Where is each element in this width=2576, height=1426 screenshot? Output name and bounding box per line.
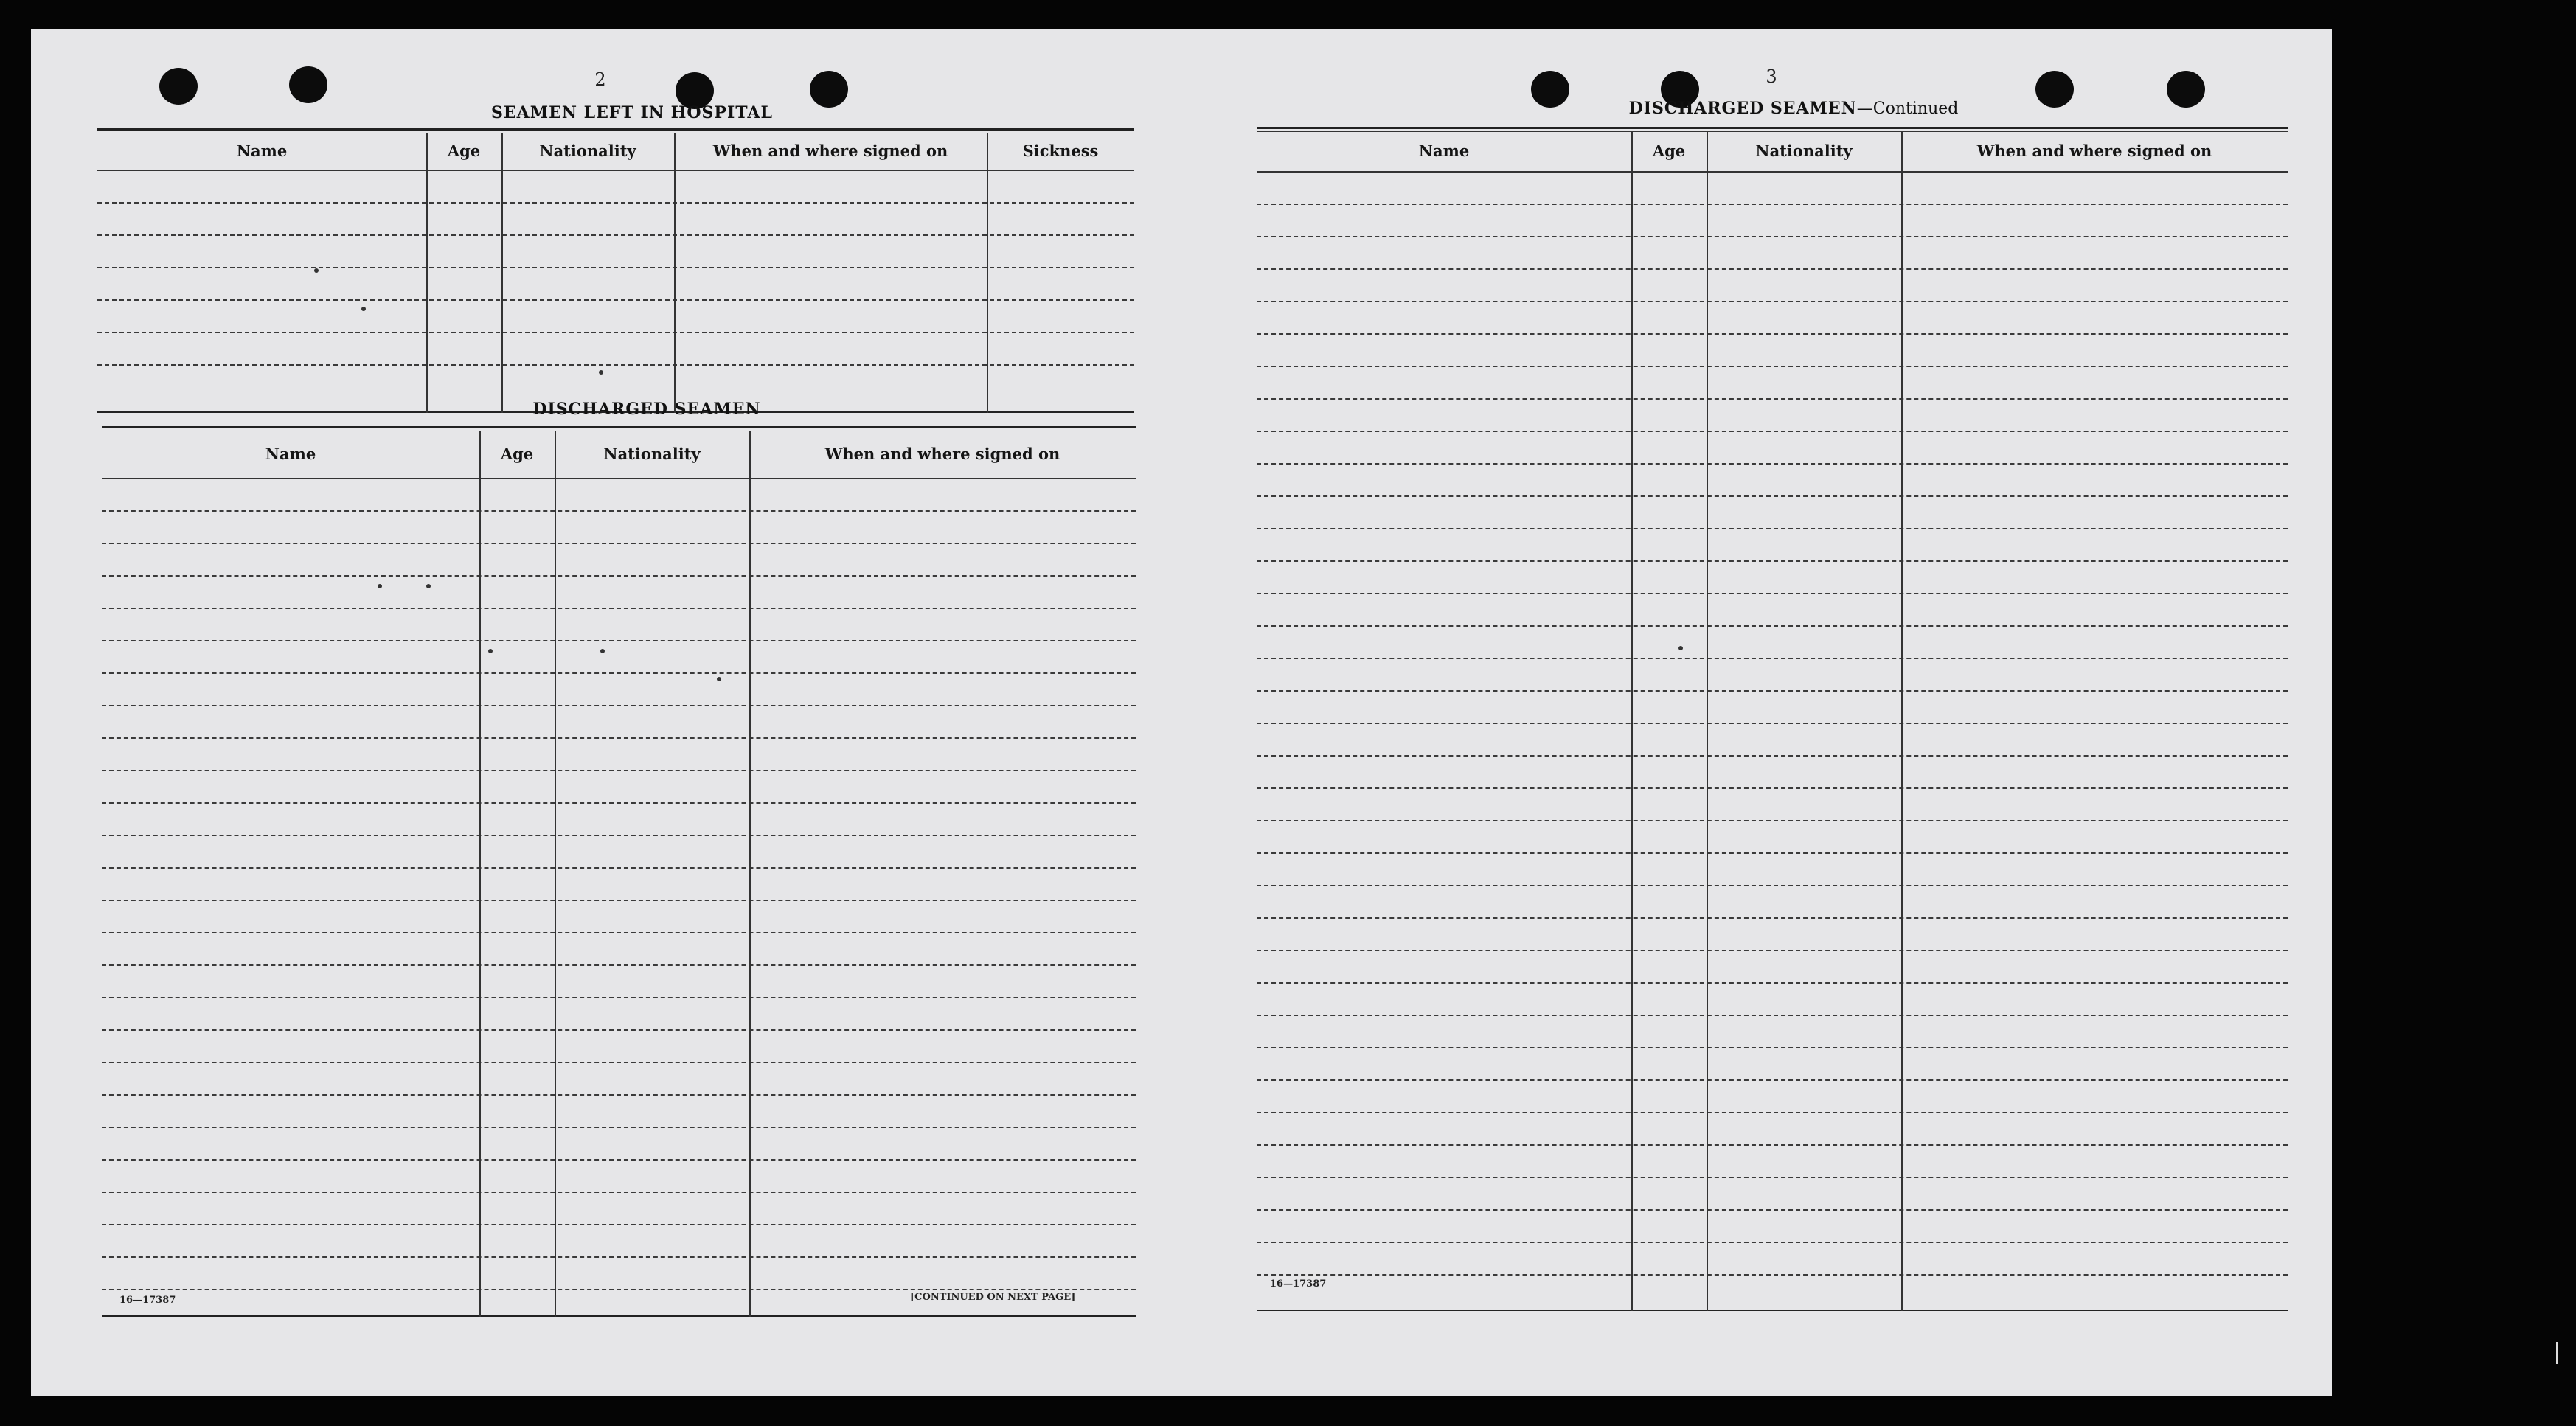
table-row-line <box>97 267 1134 268</box>
ink-speck <box>717 677 721 681</box>
punch-hole <box>289 66 327 103</box>
document-sheet <box>31 29 2332 1396</box>
table-top-rule <box>97 128 1134 131</box>
column-header: Name <box>265 445 316 463</box>
column-header: Nationality <box>603 445 701 463</box>
table-row-line <box>102 510 1136 512</box>
table-row-line <box>1257 1144 2288 1146</box>
table-row-line <box>102 1192 1136 1193</box>
column-header: Sickness <box>1022 142 1099 160</box>
table-row-line <box>1257 495 2288 497</box>
header-underline <box>102 478 1136 479</box>
continued-note: [CONTINUED ON NEXT PAGE] <box>910 1292 1076 1303</box>
ink-speck <box>488 649 493 653</box>
table-row-line <box>97 234 1134 236</box>
table-row-line <box>1257 366 2288 367</box>
table-row-line <box>1257 593 2288 594</box>
table-row-line <box>1257 723 2288 724</box>
table-row-line <box>97 202 1134 204</box>
table-row-line <box>102 835 1136 836</box>
table-row-line <box>102 932 1136 933</box>
table-top-rule <box>102 426 1136 428</box>
table-bottom-rule <box>1257 1310 2288 1311</box>
column-divider <box>1631 131 1633 1311</box>
column-divider <box>1707 131 1708 1311</box>
table-row-line <box>1257 755 2288 757</box>
ink-speck <box>378 584 382 588</box>
table-row-line <box>102 1094 1136 1096</box>
punch-hole <box>2167 71 2205 108</box>
table-row-line <box>1257 1209 2288 1211</box>
table-row-line <box>102 543 1136 544</box>
table-row-line <box>1257 658 2288 659</box>
table-row-line <box>97 332 1134 333</box>
column-header: When and where signed on <box>712 142 948 160</box>
form-number: 16—17387 <box>119 1295 176 1306</box>
table-row-line <box>1257 463 2288 465</box>
table-row-line <box>102 802 1136 804</box>
page-number: 3 <box>1766 66 1777 87</box>
discharged-table <box>102 426 1136 1317</box>
column-divider <box>1901 131 1903 1311</box>
table-row-line <box>1257 885 2288 886</box>
table-top-rule-inner <box>1257 131 2288 132</box>
table-row-line <box>1257 236 2288 237</box>
table-row-line <box>1257 982 2288 984</box>
table-row-line <box>102 737 1136 739</box>
form-number: 16—17387 <box>1270 1279 1327 1290</box>
ink-speck <box>600 649 605 653</box>
table-row-line <box>1257 690 2288 692</box>
table-row-line <box>1257 625 2288 627</box>
table-row-line <box>102 672 1136 674</box>
table-row-line <box>102 867 1136 869</box>
table-row-line <box>102 575 1136 577</box>
table-row-line <box>1257 528 2288 529</box>
table-row-line <box>1257 268 2288 270</box>
ink-speck <box>1678 646 1683 650</box>
page-number: 2 <box>594 69 606 90</box>
table-row-line <box>1257 917 2288 919</box>
table-row-line <box>102 1029 1136 1031</box>
table-row-line <box>102 1224 1136 1225</box>
table-row-line <box>102 770 1136 771</box>
column-divider <box>749 431 751 1317</box>
header-underline <box>97 170 1134 171</box>
header-underline <box>1257 171 2288 173</box>
column-divider <box>555 431 556 1317</box>
punch-hole <box>2035 71 2074 108</box>
discharged-continued-table <box>1257 127 2288 1311</box>
column-divider <box>479 431 481 1317</box>
column-header: Age <box>500 445 534 463</box>
column-header: Name <box>236 142 288 160</box>
table-top-rule <box>1257 127 2288 129</box>
table-row-line <box>1257 1015 2288 1016</box>
table-row-line <box>1257 820 2288 821</box>
table-row-line <box>1257 398 2288 400</box>
ink-speck <box>426 584 431 588</box>
section-title-discharged: DISCHARGED SEAMEN <box>532 400 761 419</box>
table-row-line <box>1257 1112 2288 1113</box>
ink-speck <box>314 268 319 273</box>
table-row-line <box>102 1127 1136 1128</box>
table-row-line <box>1257 431 2288 432</box>
column-header: Age <box>1652 142 1686 160</box>
column-divider <box>674 133 676 413</box>
column-header: Nationality <box>539 142 636 160</box>
section-title-text: DISCHARGED SEAMEN <box>1628 99 1857 118</box>
table-row-line <box>1257 787 2288 789</box>
table-row-line <box>102 900 1136 901</box>
table-bottom-rule <box>102 1315 1136 1317</box>
column-divider <box>426 133 428 413</box>
table-row-line <box>102 997 1136 998</box>
punch-hole <box>810 71 848 108</box>
section-title-hospital: SEAMEN LEFT IN HOSPITAL <box>491 103 773 122</box>
table-row-line <box>102 964 1136 966</box>
section-title-discharged-continued <box>1602 99 1985 118</box>
table-row-line <box>1257 333 2288 335</box>
table-row-line <box>102 640 1136 641</box>
table-row-line <box>102 1256 1136 1258</box>
column-divider <box>987 133 988 413</box>
column-header: Nationality <box>1755 142 1853 160</box>
table-row-line <box>1257 1242 2288 1243</box>
column-header: Age <box>447 142 481 160</box>
table-row-line <box>1257 301 2288 302</box>
table-row-line <box>102 1062 1136 1063</box>
table-row-line <box>102 1159 1136 1161</box>
table-row-line <box>102 705 1136 706</box>
column-header: When and where signed on <box>1976 142 2212 160</box>
ink-speck <box>599 370 603 375</box>
punch-hole <box>159 68 198 105</box>
table-row-line <box>1257 204 2288 205</box>
table-row-line <box>1257 1047 2288 1048</box>
table-row-line <box>102 1289 1136 1290</box>
table-row-line <box>1257 1274 2288 1276</box>
table-row-line <box>97 299 1134 301</box>
punch-hole <box>1531 71 1569 108</box>
edge-mark <box>2556 1342 2558 1364</box>
table-row-line <box>1257 1079 2288 1081</box>
ink-speck <box>361 307 366 311</box>
table-row-line <box>1257 1177 2288 1178</box>
column-header: When and where signed on <box>824 445 1060 463</box>
table-row-line <box>1257 852 2288 854</box>
hospital-table <box>97 128 1134 413</box>
section-title-suffix: —Continued <box>1856 100 1959 118</box>
column-divider <box>501 133 503 413</box>
table-row-line <box>102 608 1136 609</box>
table-row-line <box>1257 560 2288 562</box>
table-row-line <box>97 364 1134 366</box>
table-row-line <box>1257 950 2288 951</box>
column-header: Name <box>1418 142 1470 160</box>
